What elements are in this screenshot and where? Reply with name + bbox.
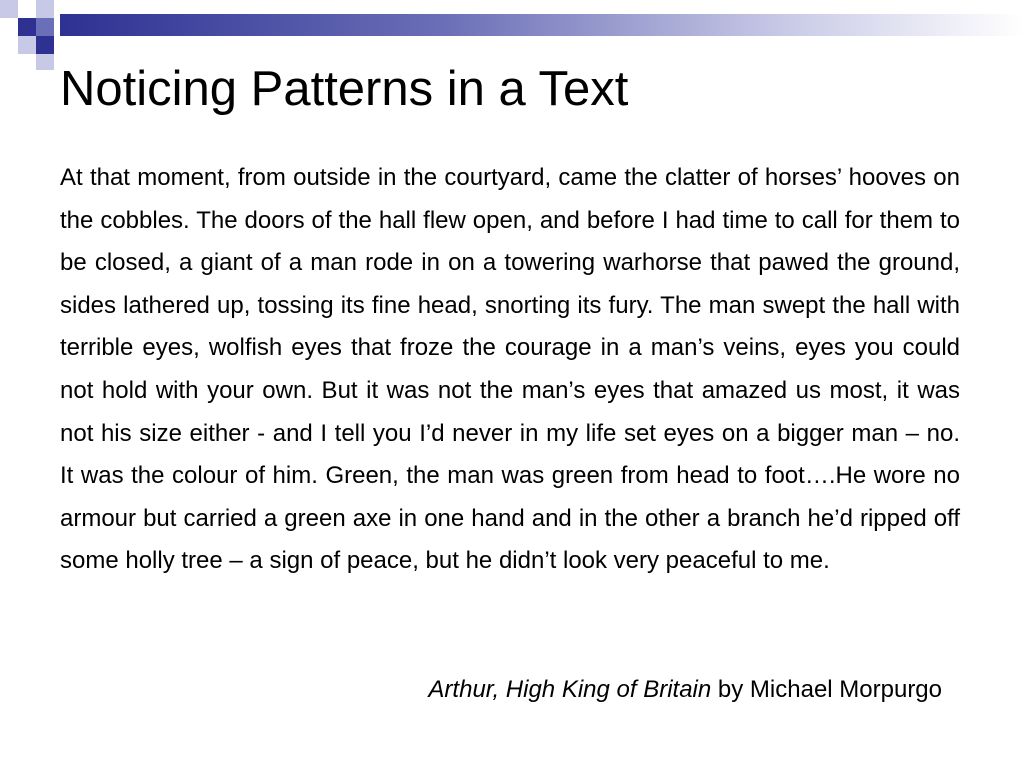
- author-byline: by Michael Morpurgo: [711, 676, 942, 703]
- deco-square: [18, 36, 36, 54]
- book-title: Arthur, High King of Britain: [428, 676, 712, 703]
- header-gradient-bar: [60, 14, 1024, 36]
- deco-square: [36, 36, 54, 54]
- deco-square: [0, 36, 18, 54]
- deco-square: [18, 18, 36, 36]
- deco-square: [36, 18, 54, 36]
- deco-square: [18, 0, 36, 18]
- deco-square: [0, 18, 18, 36]
- deco-square: [54, 36, 72, 54]
- deco-square: [0, 0, 18, 18]
- deco-square: [36, 54, 54, 70]
- slide-title: Noticing Patterns in a Text: [60, 62, 629, 116]
- attribution: [428, 672, 942, 708]
- deco-square: [36, 0, 54, 18]
- quoted-passage: At that moment, from outside in the courtyard, came the clatter of horses’ hooves on the cobbles. The doors of the hall flew open, and before I had time to call for them to be closed, a giant of a man rode in on a towering warhorse that pawed the ground, sides lathered up, tossing its fine head, snorting its fury. The man swept the hall with terrible eyes, wolfish eyes that froze the courage in a man’s veins, eyes you could not hold with your own. But it was not the man’s eyes that amazed us most, it was not his size either - and I tell you I’d never in my life set eyes on a bigger man – no. It was the colour of him. Green, the man was green from head to foot….He wore no armour but carried a green axe in one hand and in the other a branch he’d ripped off some holly tree – a sign of peace, but he didn’t look very peaceful to me.: [60, 164, 960, 575]
